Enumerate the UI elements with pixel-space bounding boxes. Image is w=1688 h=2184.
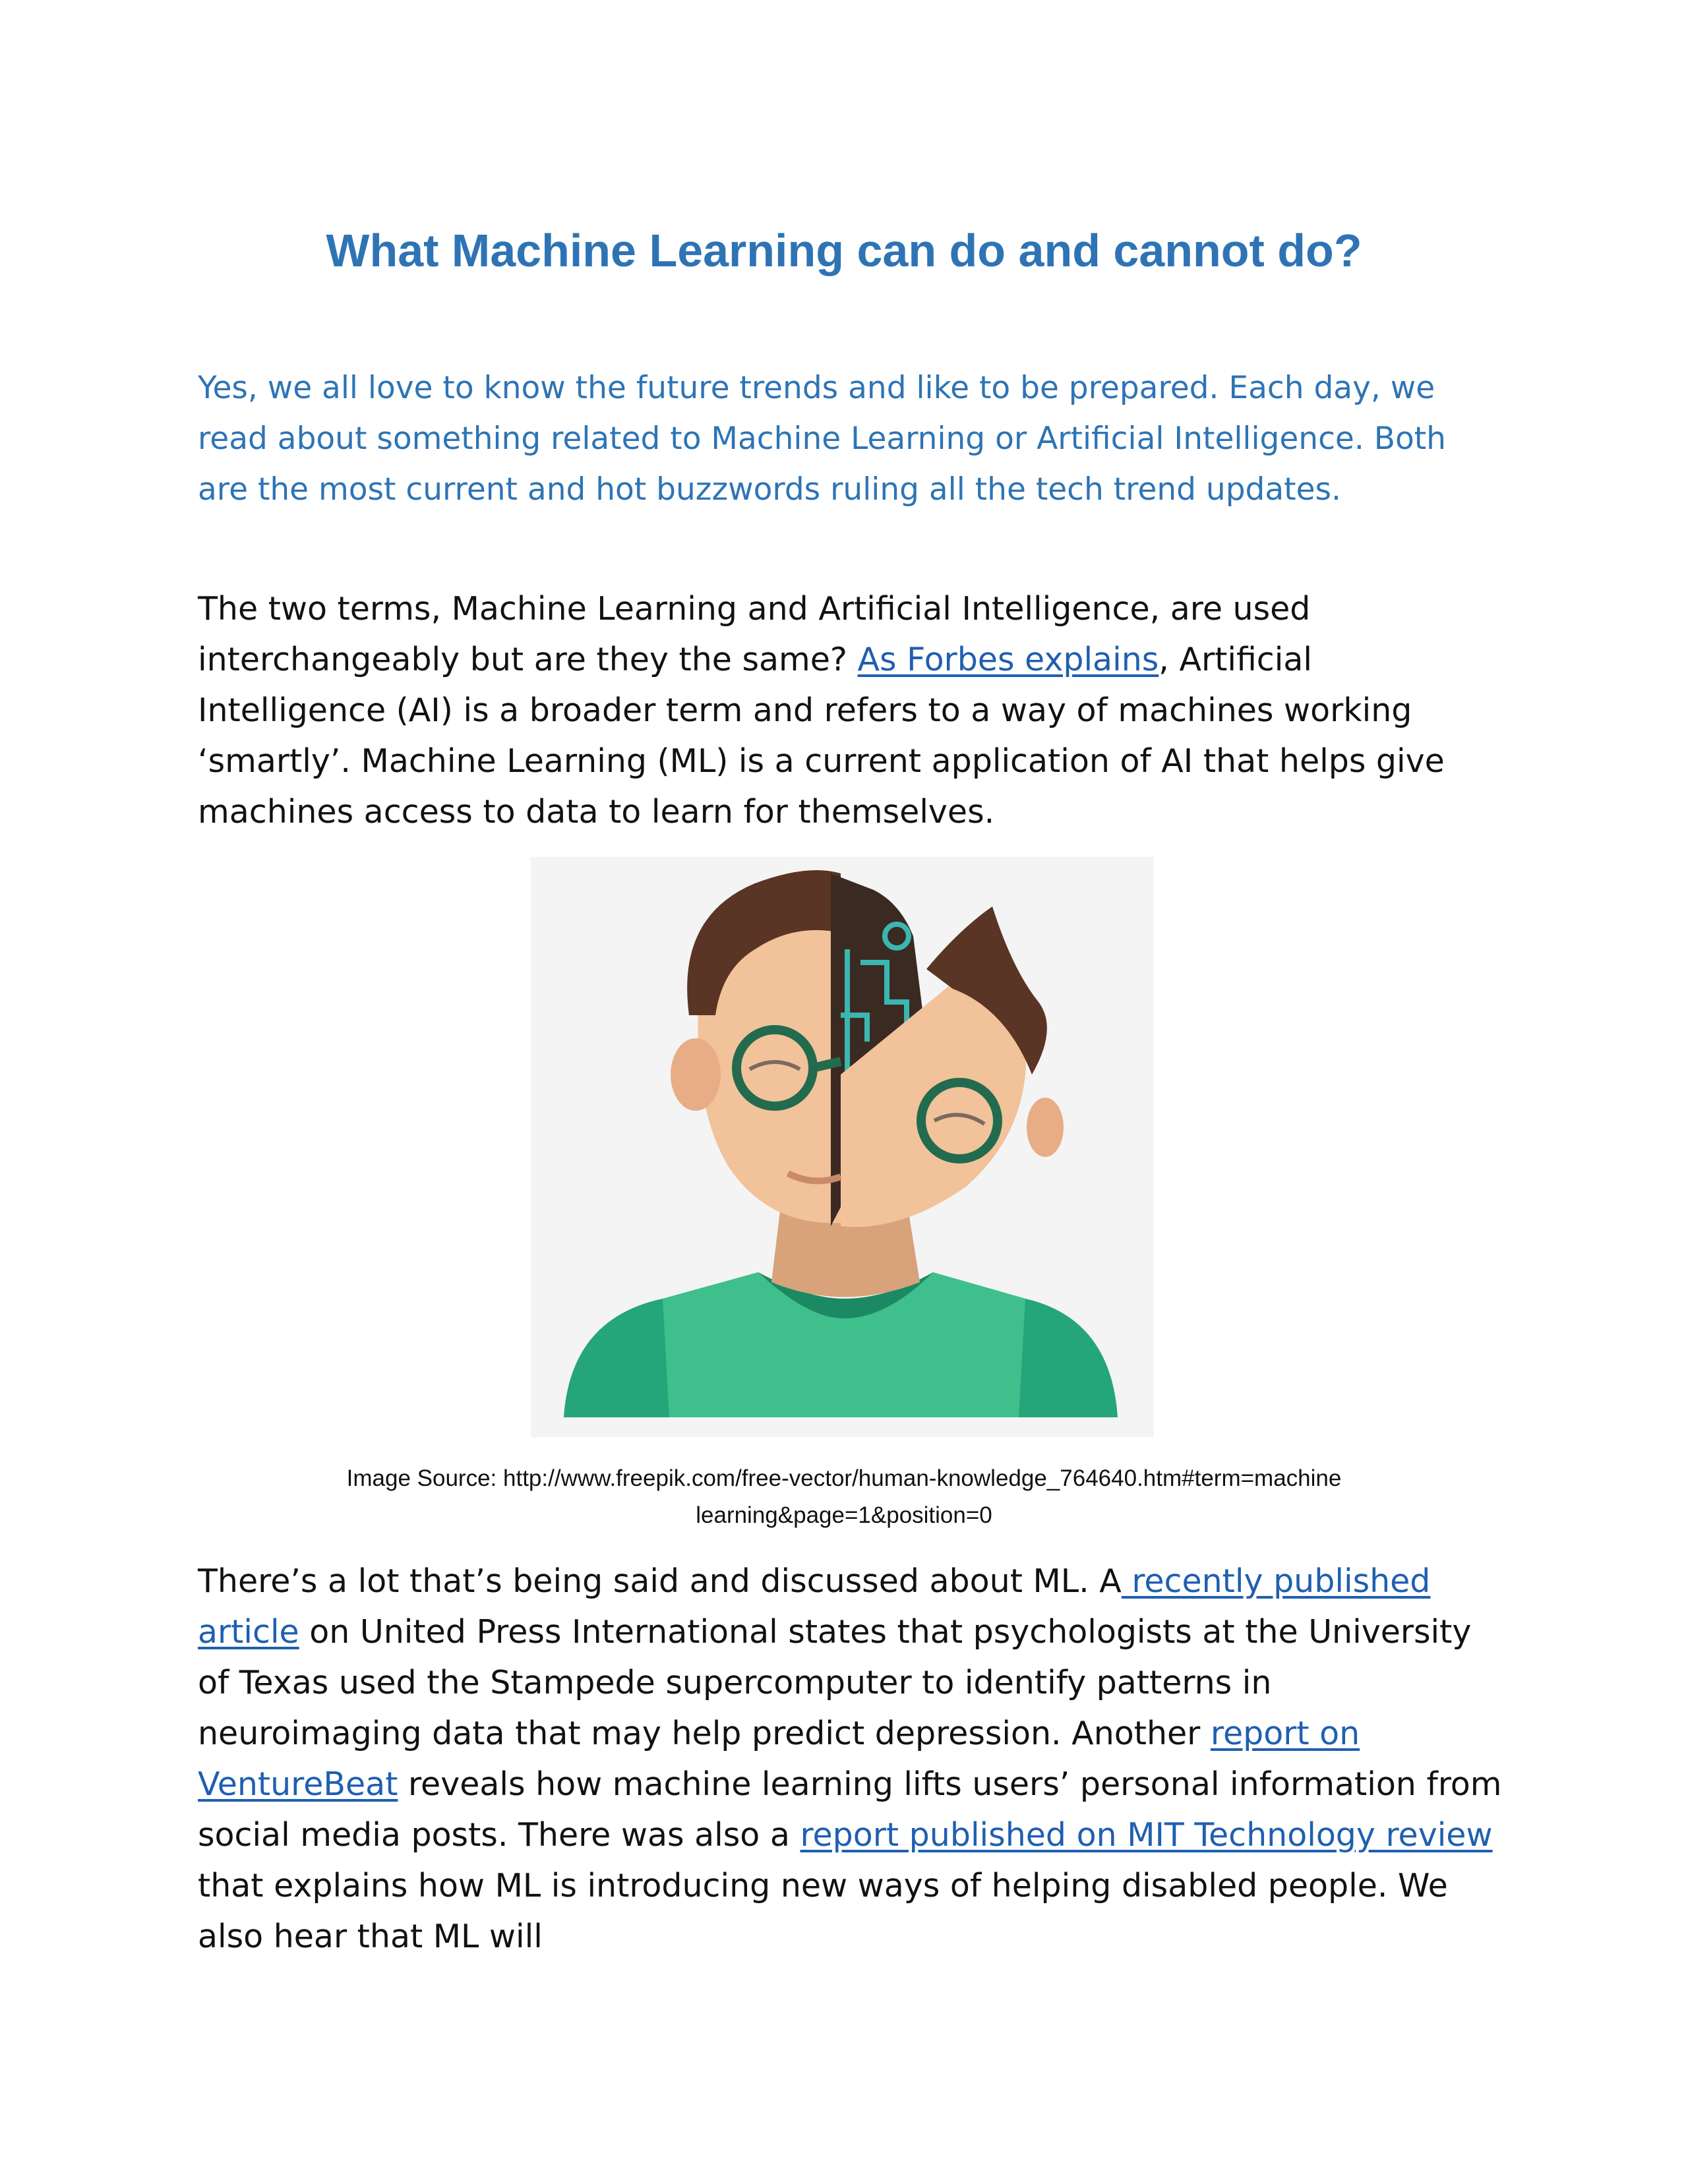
ear-right: [1027, 1098, 1064, 1157]
image-caption: [198, 1460, 1490, 1534]
page-title: What Machine Learning can do and cannot do?: [326, 225, 1362, 276]
glasses-bridge: [813, 1061, 841, 1068]
intro-paragraph: Yes, we all love to know the future trends and like to be prepared. Each day, we read about something related to Machine Learning or Artificial Intelligence. Both are the most current and hot buzzwords ruling all the tech trend updates.: [198, 370, 1446, 508]
body-paragraph-2: [198, 1556, 1503, 1962]
forbes-link[interactable]: As Forbes explains: [857, 641, 1159, 678]
mit-technology-review-link[interactable]: report published on MIT Technology review: [800, 1816, 1493, 1854]
ear-left: [671, 1038, 721, 1111]
caption-line-2: learning&page=1&position=0: [696, 1502, 992, 1528]
body-paragraph-1: [198, 583, 1503, 837]
illustration-svg: [531, 857, 1154, 1437]
venturebeat-link[interactable]: report on VentureBeat: [198, 1715, 1360, 1803]
paragraph-text: The two terms, Machine Learning and Artificial Intelligence, are used interchangeably but are they the same?: [198, 590, 1311, 678]
paragraph-text: reveals how machine learning lifts users’ personal information from social media posts. There was also a: [198, 1765, 1502, 1854]
human-knowledge-illustration: [531, 857, 1154, 1437]
paragraph-text: that explains how ML is introducing new ways of helping disabled people. We also hear that ML will: [198, 1867, 1448, 1955]
upi-article-link[interactable]: recently published article: [198, 1562, 1431, 1651]
paragraph-text: , Artificial Intelligence (AI) is a broader term and refers to a way of machines working ‘smartly’. Machine Learning (ML) is a current application of AI that helps give machines access to data to learn for themselves.: [198, 641, 1445, 831]
paragraph-text: There’s a lot that’s being said and discussed about ML. A: [198, 1562, 1122, 1600]
paragraph-text: on United Press International states that psychologists at the University of Texas used the Stampede supercomputer to identify patterns in neuroimaging data that may help predict depression. Another: [198, 1613, 1472, 1752]
caption-line-1: Image Source: http://www.freepik.com/free-vector/human-knowledge_764640.htm#term=machine: [346, 1465, 1342, 1491]
